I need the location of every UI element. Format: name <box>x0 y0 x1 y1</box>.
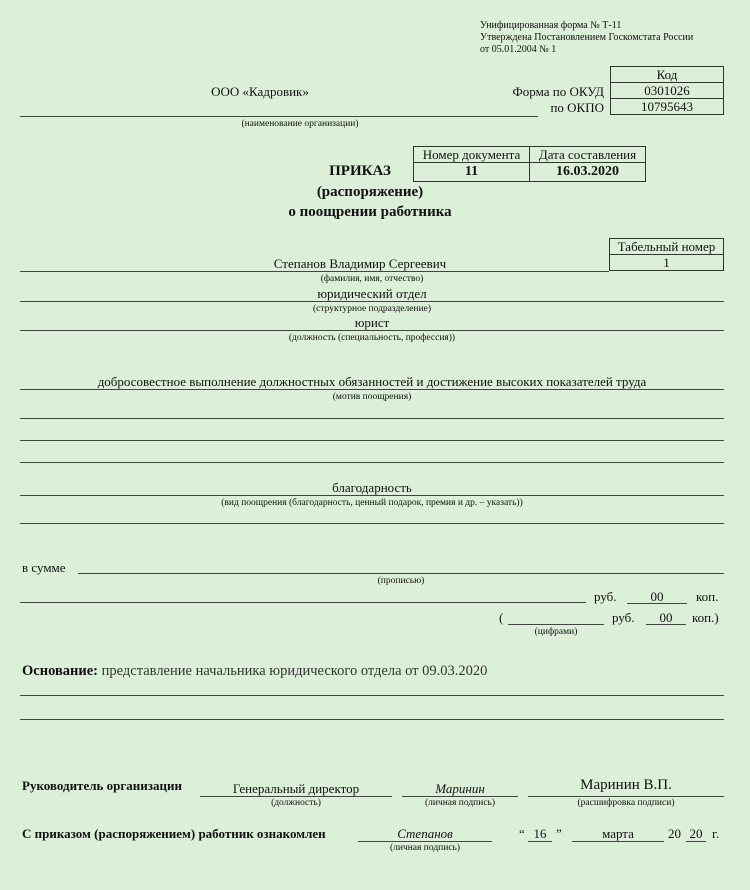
ack-day-line <box>528 841 552 842</box>
ack-year-suffix: г. <box>712 826 720 841</box>
motive-text: добросовестное выполнение должностных обязанностей и достижение высоких показателей труда <box>97 374 647 389</box>
amount-words-line <box>78 573 724 574</box>
ack-label: С приказом (распоряжением) работник ознакомлен <box>22 826 326 841</box>
amount-label: в сумме <box>22 560 66 575</box>
rub-label-1: руб. <box>594 589 617 604</box>
organization-line <box>20 116 538 117</box>
okud-value-cell: 0301026 <box>610 82 724 99</box>
basis-row <box>22 663 487 680</box>
motive-line <box>20 389 724 390</box>
employee-position: юрист <box>354 315 390 330</box>
form-header-line3: от 05.01.2004 № 1 <box>480 44 557 55</box>
head-signature-caption: (личная подпись) <box>424 798 496 808</box>
reward-caption: (вид поощрения (благодарность, ценный подарок, премия и др. – указать)) <box>221 498 523 508</box>
head-signature: Маринин <box>435 781 485 796</box>
okud-label: Форма по ОКУД <box>512 84 604 99</box>
basis-line-1 <box>20 695 724 696</box>
doc-date-header: Дата составления <box>529 146 646 163</box>
ack-signature-caption: (личная подпись) <box>389 843 461 853</box>
employee-name-caption: (фамилия, имя, отчество) <box>320 274 424 284</box>
doc-number-value: 11 <box>413 162 530 182</box>
rub-label-2: руб. <box>612 610 635 625</box>
form-header-line1: Унифицированная форма № Т-11 <box>480 20 622 31</box>
motive-extra-line-2 <box>20 440 724 441</box>
ack-year-prefix: 20 <box>668 826 681 841</box>
tab-number-value: 1 <box>609 254 724 271</box>
ack-year-line <box>686 841 706 842</box>
motive-extra-line-3 <box>20 462 724 463</box>
doc-number-header: Номер документа <box>413 146 530 163</box>
motive-extra-line-1 <box>20 418 724 419</box>
title-subject: о поощрении работника <box>288 204 452 220</box>
kop-line-2 <box>646 624 686 625</box>
position-caption: (должность (специальность, профессия)) <box>288 333 456 343</box>
amount-words-line-2 <box>20 602 586 603</box>
form-header <box>480 20 693 56</box>
kop-value-1: 00 <box>650 589 664 604</box>
head-position: Генеральный директор <box>232 781 360 796</box>
basis-line-2 <box>20 719 724 720</box>
ack-month-line <box>572 841 664 842</box>
form-header-line2: Утверждена Постановлением Госкомстата России <box>480 32 694 43</box>
ack-signature: Степанов <box>397 826 453 841</box>
title-rasporyazhenie: (распоряжение) <box>316 184 424 200</box>
ack-signature-line <box>358 841 492 842</box>
ack-month: марта <box>602 826 634 841</box>
employee-name-line <box>20 271 609 272</box>
amount-words-caption: (прописью) <box>377 576 425 586</box>
okpo-value-cell: 10795643 <box>610 98 724 115</box>
date-quote-open: “ <box>519 826 525 841</box>
kop-label-2: коп.) <box>692 610 719 625</box>
reward-extra-line <box>20 523 724 524</box>
amount-digits-line <box>508 624 604 625</box>
kop-label-1: коп. <box>696 589 719 604</box>
tab-number-header: Табельный номер <box>609 238 724 255</box>
head-signature-line <box>402 796 518 797</box>
kop-value-2: 00 <box>659 610 673 625</box>
employee-name: Степанов Владимир Сергеевич <box>273 256 447 271</box>
head-position-caption: (должность) <box>271 798 321 808</box>
motive-caption: (мотив поощрения) <box>332 392 412 402</box>
amount-digits-caption: (цифрами) <box>534 627 578 637</box>
amount-open-paren: ( <box>499 610 504 625</box>
organization-caption: (наименование организации) <box>241 119 359 129</box>
head-name-line <box>528 796 724 797</box>
head-name-caption: (расшифровка подписи) <box>577 798 675 808</box>
title-prikaz: ПРИКАЗ <box>329 163 391 179</box>
employee-department: юридический отдел <box>317 286 427 301</box>
doc-date-value: 16.03.2020 <box>529 162 646 182</box>
reward-text: благодарность <box>332 480 412 495</box>
ack-day: 16 <box>533 826 547 841</box>
kop-line-1 <box>627 603 687 604</box>
ack-year: 20 <box>689 826 703 841</box>
department-caption: (структурное подразделение) <box>312 304 432 314</box>
reward-line <box>20 495 724 496</box>
code-header-cell: Код <box>610 66 724 83</box>
department-line <box>20 301 724 302</box>
head-position-line <box>200 796 392 797</box>
date-quote-close: ” <box>556 826 562 841</box>
basis-label: Основание: <box>22 663 99 679</box>
basis-text: представление начальника юридического отдела от 09.03.2020 <box>101 663 488 679</box>
head-label: Руководитель организации <box>22 778 182 793</box>
okpo-label: по ОКПО <box>550 100 604 115</box>
position-line <box>20 330 724 331</box>
head-name: Маринин В.П. <box>580 777 672 793</box>
organization-name: ООО «Кадровик» <box>211 84 309 99</box>
